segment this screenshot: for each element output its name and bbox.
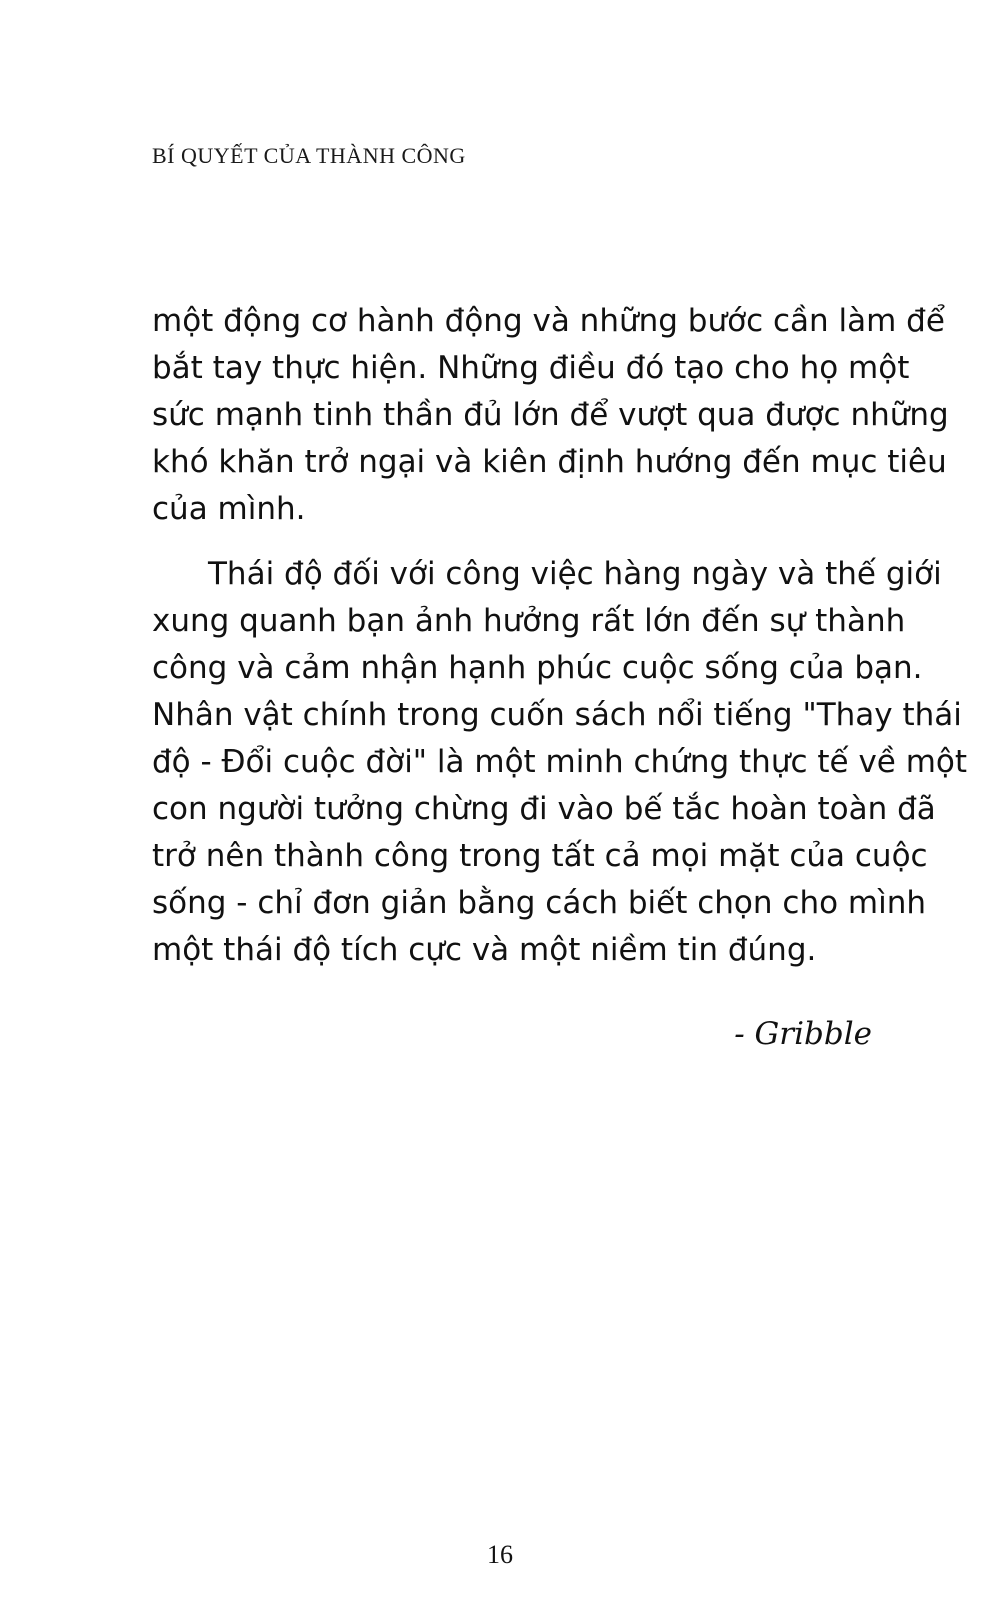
text-line: xung quanh bạn ảnh hưởng rất lớn đến sự thành	[152, 603, 906, 639]
text-line: con người tưởng chừng đi vào bế tắc hoàn toàn đã	[152, 791, 936, 827]
quote-attribution: - Gribble	[734, 1016, 872, 1052]
text-line: công và cảm nhận hạnh phúc cuộc sống của bạn.	[152, 650, 923, 686]
text-line: sống - chỉ đơn giản bằng cách biết chọn cho mình	[152, 885, 927, 921]
text-line: của mình.	[152, 491, 306, 527]
text-line: bắt tay thực hiện. Những điều đó tạo cho họ một	[152, 350, 910, 386]
text-line: sức mạnh tinh thần đủ lớn để vượt qua được những	[152, 397, 949, 433]
paragraph-2	[152, 551, 968, 974]
page-number: 16	[487, 1540, 513, 1569]
text-line: một thái độ tích cực và một niềm tin đúng.	[152, 932, 817, 968]
text-line: một động cơ hành động và những bước cần làm để	[152, 303, 945, 339]
text-line: Nhân vật chính trong cuốn sách nổi tiếng "Thay thái	[152, 697, 962, 733]
text-line: độ - Đổi cuộc đời" là một minh chứng thực tế về một	[152, 744, 968, 780]
running-header: BÍ QUYẾT CỦA THÀNH CÔNG	[152, 143, 466, 168]
paragraph-1	[152, 298, 949, 533]
text-line: trở nên thành công trong tất cả mọi mặt của cuộc	[152, 838, 928, 874]
text-line: khó khăn trở ngại và kiên định hướng đến mục tiêu	[152, 444, 947, 480]
text-line: Thái độ đối với công việc hàng ngày và thế giới	[208, 556, 942, 592]
body-text	[152, 298, 968, 974]
paragraph-spacer	[152, 533, 872, 551]
